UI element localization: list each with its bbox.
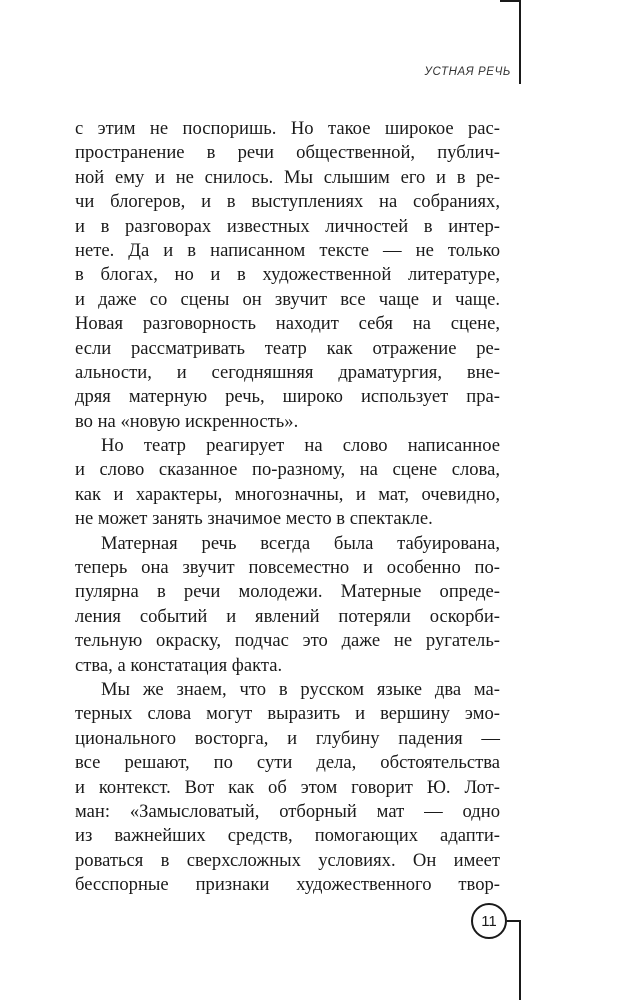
text-line: не может занять значимое место в спектакле. <box>75 508 433 530</box>
text-line: пулярна в речи молодежи. Матерные опреде- <box>75 581 500 603</box>
text-line: если рассматривать театр как отражение ре- <box>75 337 500 359</box>
bottom-rule-vertical <box>519 920 521 1000</box>
text-line: дряя матерную речь, широко использует пра- <box>75 386 500 408</box>
text-line: чи блогеров, и в выступлениях на собраниях, <box>75 191 500 213</box>
text-line: Мы же знаем, что в русском языке два ма- <box>101 678 500 700</box>
text-line: ной ему и не снилось. Мы слышим его и в ре- <box>75 166 500 188</box>
text-line: из важнейших средств, помогающих адапти- <box>75 825 500 847</box>
page-number-badge <box>471 903 507 939</box>
text-line: и контекст. Вот как об этом говорит Ю. Лот- <box>75 776 500 798</box>
top-rule-horizontal <box>500 0 520 2</box>
text-line: и в разговорах известных личностей в интер- <box>75 215 500 237</box>
text-line: в блогах, но и в художественной литературе, <box>75 264 500 286</box>
text-line: все решают, по сути дела, обстоятельства <box>75 752 500 774</box>
text-line: и слово сказанное по-разному, на сцене слова, <box>75 459 500 481</box>
text-line: ства, а констатация факта. <box>75 654 283 676</box>
text-line: Но театр реагирует на слово написанное <box>101 435 500 457</box>
page-number: 11 <box>481 912 497 930</box>
text-line: бесспорные признаки художественного твор- <box>75 874 500 896</box>
text-line: во на «новую искренность». <box>75 410 299 432</box>
text-line: ман: «Замысловатый, отборный мат — одно <box>75 800 500 822</box>
text-line: альности, и сегодняшняя драматургия, вне- <box>75 361 500 383</box>
text-line: терных слова могут выразить и вершину эмо- <box>75 703 500 725</box>
text-line: ления событий и явлений потеряли оскорби- <box>75 605 500 627</box>
body-text <box>75 117 500 898</box>
text-line: и даже со сцены он звучит все чаще и чаще. <box>75 288 500 310</box>
text-line: с этим не поспоришь. Но такое широкое рас- <box>75 118 500 139</box>
top-rule-vertical <box>519 0 521 84</box>
running-head: УСТНАЯ РЕЧЬ <box>424 66 511 78</box>
text-line: Новая разговорность находит себя на сцене, <box>75 313 500 335</box>
text-line: тельную окраску, подчас это даже не ругатель- <box>75 630 500 652</box>
text-line: теперь она звучит повсеместно и особенно по- <box>75 557 500 579</box>
text-line: нете. Да и в написанном тексте — не только <box>75 239 500 261</box>
text-line: пространение в речи общественной, публич- <box>75 142 500 164</box>
text-line: как и характеры, многозначны, и мат, очевидно, <box>75 483 500 505</box>
text-line: роваться в сверхсложных условиях. Он имеет <box>75 849 500 871</box>
text-line: ционального восторга, и глубину падения — <box>75 727 500 749</box>
text-line: Матерная речь всегда была табуирована, <box>101 532 500 554</box>
